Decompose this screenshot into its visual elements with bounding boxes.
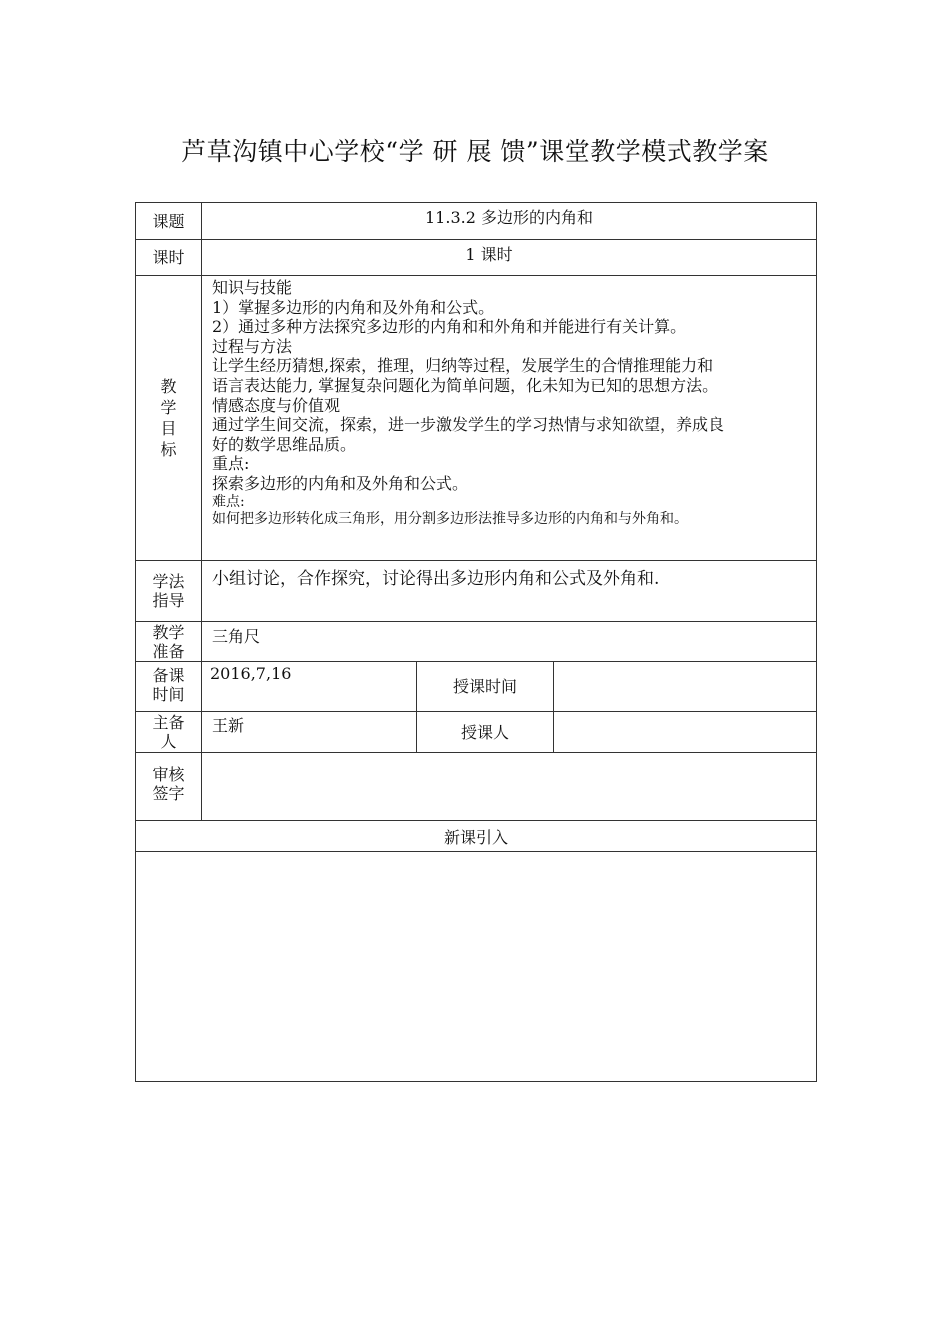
row-method [136,561,817,622]
objective-line: 1）掌握多边形的内角和及外角和公式。 [212,297,495,317]
topic-label: 课题 [136,203,202,240]
objectives-label [136,276,202,561]
review-label [136,753,202,821]
prep-time-label-line-1: 备课 [152,666,185,685]
period-label: 课时 [136,240,202,276]
topic-value: 11.3.2 多边形的内角和 [202,203,817,240]
row-intro-header [136,821,817,852]
page-title: 芦草沟镇中心学校“学 研 展 馈”课堂教学模式教学案 [181,137,769,166]
objectives-content [202,276,817,561]
objective-line: 通过学生间交流，探索，进一步激发学生的学习热情与求知欲望，养成良 [212,415,725,435]
row-topic [136,203,817,240]
method-label-line-2: 指导 [152,591,185,610]
lesson-plan-table [135,202,817,1082]
objective-line: 2）通过多种方法探究多边形的内角和和外角和并能进行有关计算。 [212,317,687,337]
row-prep [136,622,817,662]
row-preparer [136,712,817,753]
method-label [136,561,202,622]
difficulty-label: 难点: [212,493,245,510]
objective-line: 探索多边形的内角和及外角和公式。 [212,473,469,493]
teacher-value [554,712,817,753]
teacher-label: 授课人 [417,712,554,753]
preparer-label [136,712,202,753]
row-intro-content [136,852,817,1082]
method-value: 小组讨论，合作探究，讨论得出多边形内角和公式及外角和. [202,561,817,622]
preparer-value: 王新 [202,712,417,753]
prep-time-label [136,662,202,712]
teach-time-label: 授课时间 [417,662,554,712]
prep-time-label-line-2: 时间 [152,685,185,704]
prep-label-line-2: 准备 [152,642,185,661]
row-review [136,753,817,821]
review-label-line-1: 审核 [152,765,185,784]
objectives-label-char-3: 目 [160,419,177,438]
difficulty-text: 如何把多边形转化成三角形，用分割多边形法推导多边形的内角和与外角和。 [212,510,688,527]
prep-label [136,622,202,662]
row-period [136,240,817,276]
period-value: 1 课时 [202,240,817,276]
objectives-label-char-2: 学 [160,398,177,417]
prep-value: 三角尺 [202,622,817,662]
method-label-line-1: 学法 [152,572,185,591]
preparer-label-line-2: 人 [160,732,177,751]
intro-content [136,852,817,1082]
prep-label-line-1: 教学 [152,623,185,642]
objectives-label-char-4: 标 [160,440,177,459]
objective-line: 情感态度与价值观 [212,395,341,415]
objective-line: 好的数学思维品质。 [212,434,357,454]
objective-line: 知识与技能 [212,278,293,297]
intro-heading: 新课引入 [136,821,817,852]
objective-line: 让学生经历猜想,探索，推理，归纳等过程，发展学生的合情推理能力和 [212,356,714,376]
objective-line: 重点: [212,454,250,474]
objective-line: 过程与方法 [212,336,293,356]
review-signature [202,753,817,821]
prep-time-value: 2016,7,16 [202,662,417,712]
review-label-line-2: 签字 [152,784,185,803]
preparer-label-line-1: 主备 [152,713,185,732]
objective-line: 语言表达能力, 掌握复杂问题化为简单问题，化未知为已知的思想方法。 [212,375,719,395]
row-objectives [136,276,817,561]
teach-time-value [554,662,817,712]
objectives-label-char-1: 教 [160,377,177,396]
row-prep-time [136,662,817,712]
